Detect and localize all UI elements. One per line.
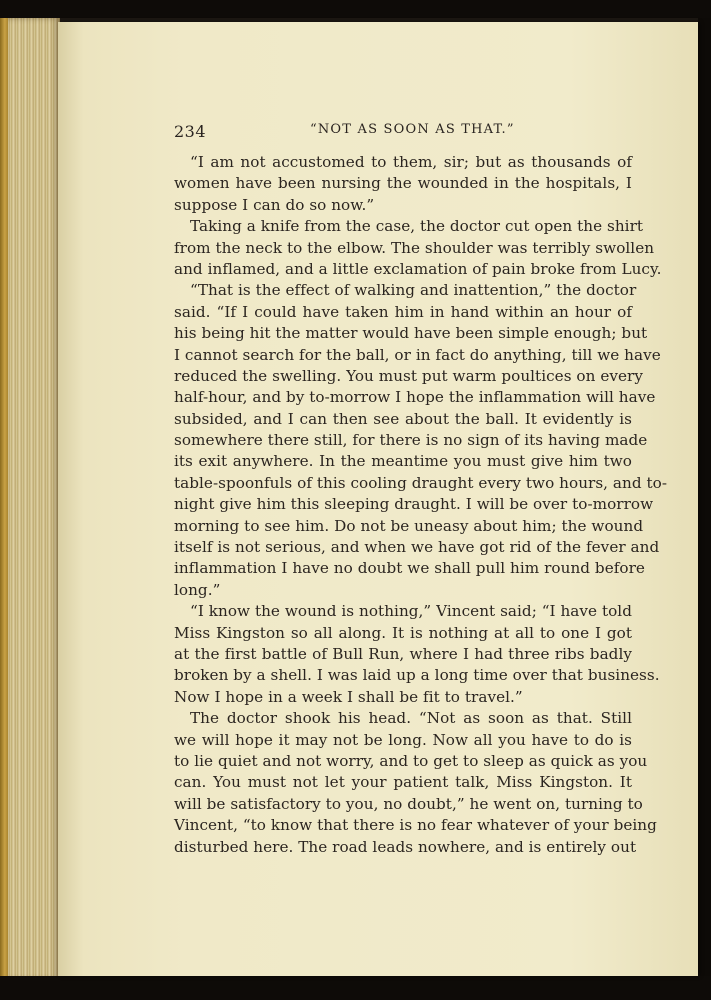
text-line: Miss Kingston so all along. It is nothing at all to one I got xyxy=(174,623,632,642)
text-line: Now I hope in a week I shall be fit to travel.” xyxy=(174,687,523,706)
page-stack-edge xyxy=(0,18,60,980)
text-line: “I am not accustomed to them, sir; but as thousands of xyxy=(190,153,632,171)
text-line: women have been nursing the wounded in the hospitals, I xyxy=(174,174,632,193)
scan-bottom-edge xyxy=(0,976,711,1000)
text-line: suppose I can do so now.” xyxy=(174,195,375,214)
text-line: night give him this sleeping draught. I will be over to-morrow xyxy=(174,495,654,514)
scan-top-edge xyxy=(0,0,711,18)
page-header xyxy=(174,122,632,146)
text-line: Vincent, “to know that there is no fear whatever of your being xyxy=(174,816,657,835)
text-line: “I know the wound is nothing,” Vincent said; “I have told xyxy=(190,602,632,621)
text-line: we will hope it may not be long. Now all you have to do is xyxy=(174,730,632,749)
text-line: his being hit the matter would have been simple enough; but xyxy=(174,324,648,343)
text-line: its exit anywhere. In the meantime you must give him two xyxy=(174,452,632,471)
text-line: inflammation I have no doubt we shall pull him round before xyxy=(174,559,645,578)
text-line: from the neck to the elbow. The shoulder was terribly swollen xyxy=(174,238,655,257)
text-line: disturbed here. The road leads nowhere, and is entirely out xyxy=(174,837,637,856)
text-line: Taking a knife from the case, the doctor cut open the shirt xyxy=(190,217,644,236)
text-line: to lie quiet and not worry, and to get to sleep as quick as you xyxy=(174,751,648,770)
text-line: half-hour, and by to-morrow I hope the inflammation will have xyxy=(174,388,656,407)
text-line: and inflamed, and a little exclamation of pain broke from Lucy. xyxy=(174,259,662,278)
text-line: can. You must not let your patient talk, Miss Kingston. It xyxy=(174,773,632,792)
gilt-page-edge xyxy=(0,18,8,980)
page-number: 234 xyxy=(174,122,207,141)
text-line: subsided, and I can then see about the ball. It evidently is xyxy=(174,409,632,428)
text-line: will be satisfactory to you, no doubt,” he went on, turning to xyxy=(174,794,643,813)
running-title: “NOT AS SOON AS THAT.” xyxy=(310,122,515,137)
text-line: I cannot search for the ball, or in fact do anything, till we have xyxy=(174,345,661,364)
body-text xyxy=(174,152,668,858)
text-line: morning to see him. Do not be uneasy about him; the wound xyxy=(174,516,644,535)
text-line: broken by a shell. I was laid up a long time over that business. xyxy=(174,666,660,685)
text-line: reduced the swelling. You must put warm poultices on every xyxy=(174,366,643,385)
text-line: said. “If I could have taken him in hand within an hour of xyxy=(174,302,632,321)
text-line: itself is not serious, and when we have got rid of the fever and xyxy=(174,538,660,557)
text-line: The doctor shook his head. “Not as soon as that. Still xyxy=(190,709,632,728)
text-line: at the first battle of Bull Run, where I had three ribs badly xyxy=(174,644,632,663)
scan-right-edge xyxy=(698,18,711,980)
text-line: “That is the effect of walking and inattention,” the doctor xyxy=(190,281,637,300)
text-line: somewhere there still, for there is no sign of its having made xyxy=(174,431,648,450)
text-line: long.” xyxy=(174,580,221,599)
text-line: table-spoonfuls of this cooling draught every two hours, and to- xyxy=(174,473,668,492)
